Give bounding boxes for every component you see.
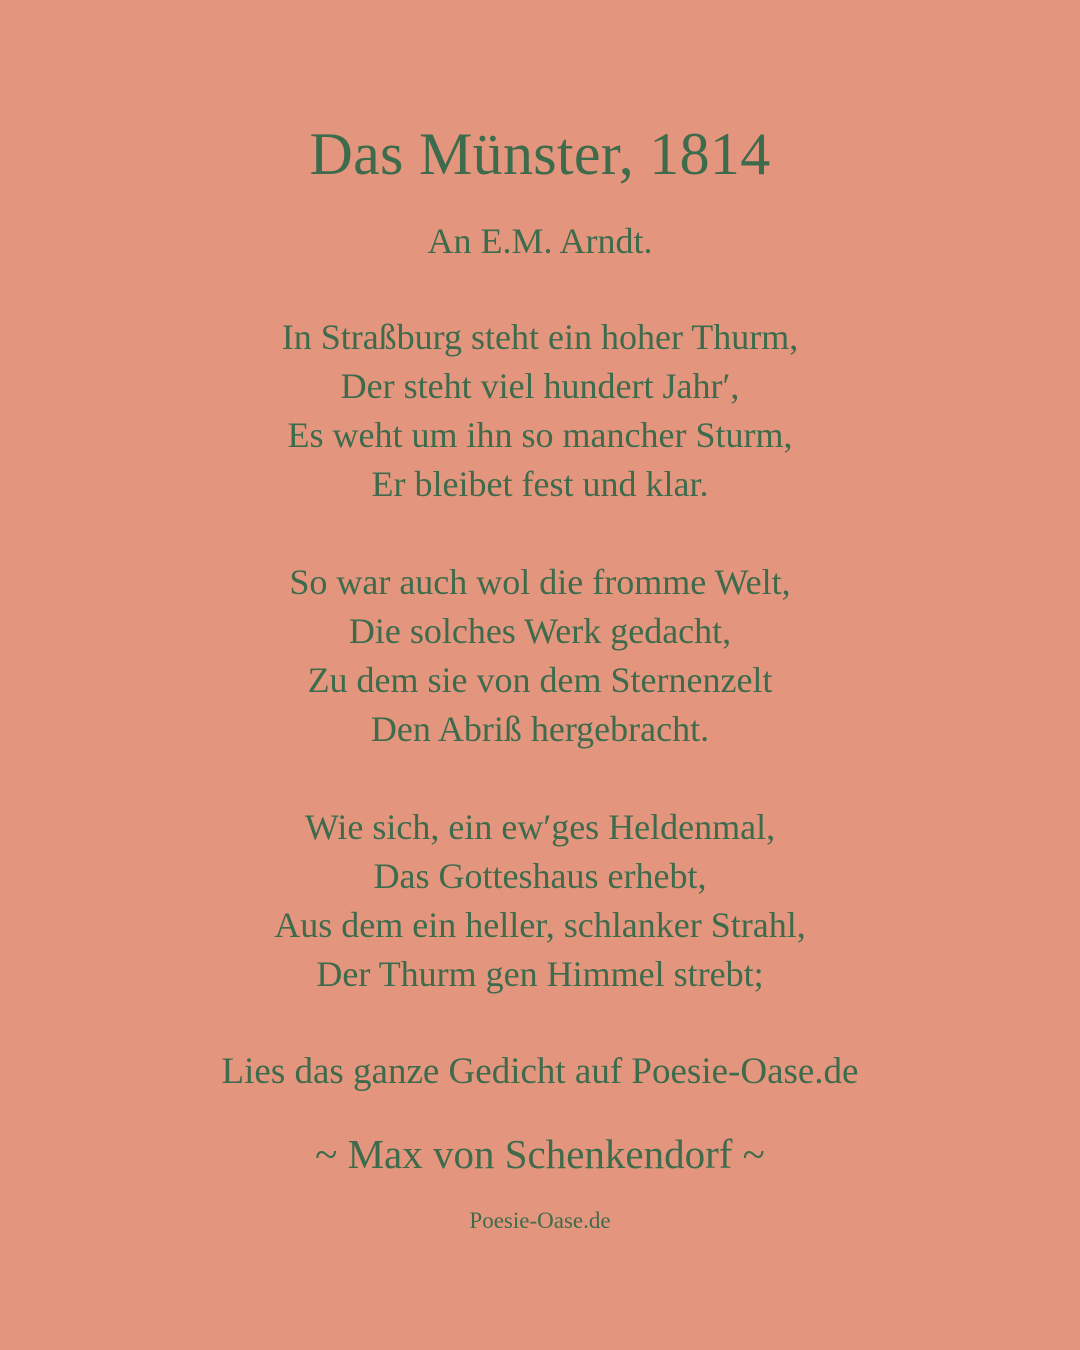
stanza-line: Zu dem sie von dem Sternenzelt	[307, 660, 773, 700]
poem-title: Das Münster, 1814	[309, 121, 771, 187]
stanza-line: Er bleibet fest und klar.	[371, 464, 709, 504]
stanza-line: Den Abriß hergebracht.	[370, 709, 710, 749]
stanza-line: So war auch wol die fromme Welt,	[289, 562, 791, 602]
stanza-line: In Straßburg steht ein hoher Thurm,	[281, 317, 799, 357]
stanza-3	[0, 803, 1080, 999]
poem-dedication: An E.M. Arndt.	[427, 221, 653, 261]
poem-author: ~ Max von Schenkendorf ~	[315, 1131, 765, 1177]
site-footer: Poesie-Oase.de	[469, 1208, 611, 1233]
stanza-2	[0, 558, 1080, 754]
stanza-1	[0, 313, 1080, 509]
stanza-line: Wie sich, ein ew′ges Heldenmal,	[304, 807, 776, 847]
stanza-line: Es weht um ihn so mancher Sturm,	[287, 415, 793, 455]
stanza-line: Der Thurm gen Himmel strebt;	[316, 954, 764, 994]
stanza-line: Das Gotteshaus erhebt,	[373, 856, 707, 896]
read-full-poem-text: Lies das ganze Gedicht auf Poesie-Oase.de	[221, 1051, 859, 1092]
stanza-line: Aus dem ein heller, schlanker Strahl,	[274, 905, 806, 945]
stanza-line: Der steht viel hundert Jahr′,	[340, 366, 740, 406]
stanza-line: Die solches Werk gedacht,	[348, 611, 732, 651]
